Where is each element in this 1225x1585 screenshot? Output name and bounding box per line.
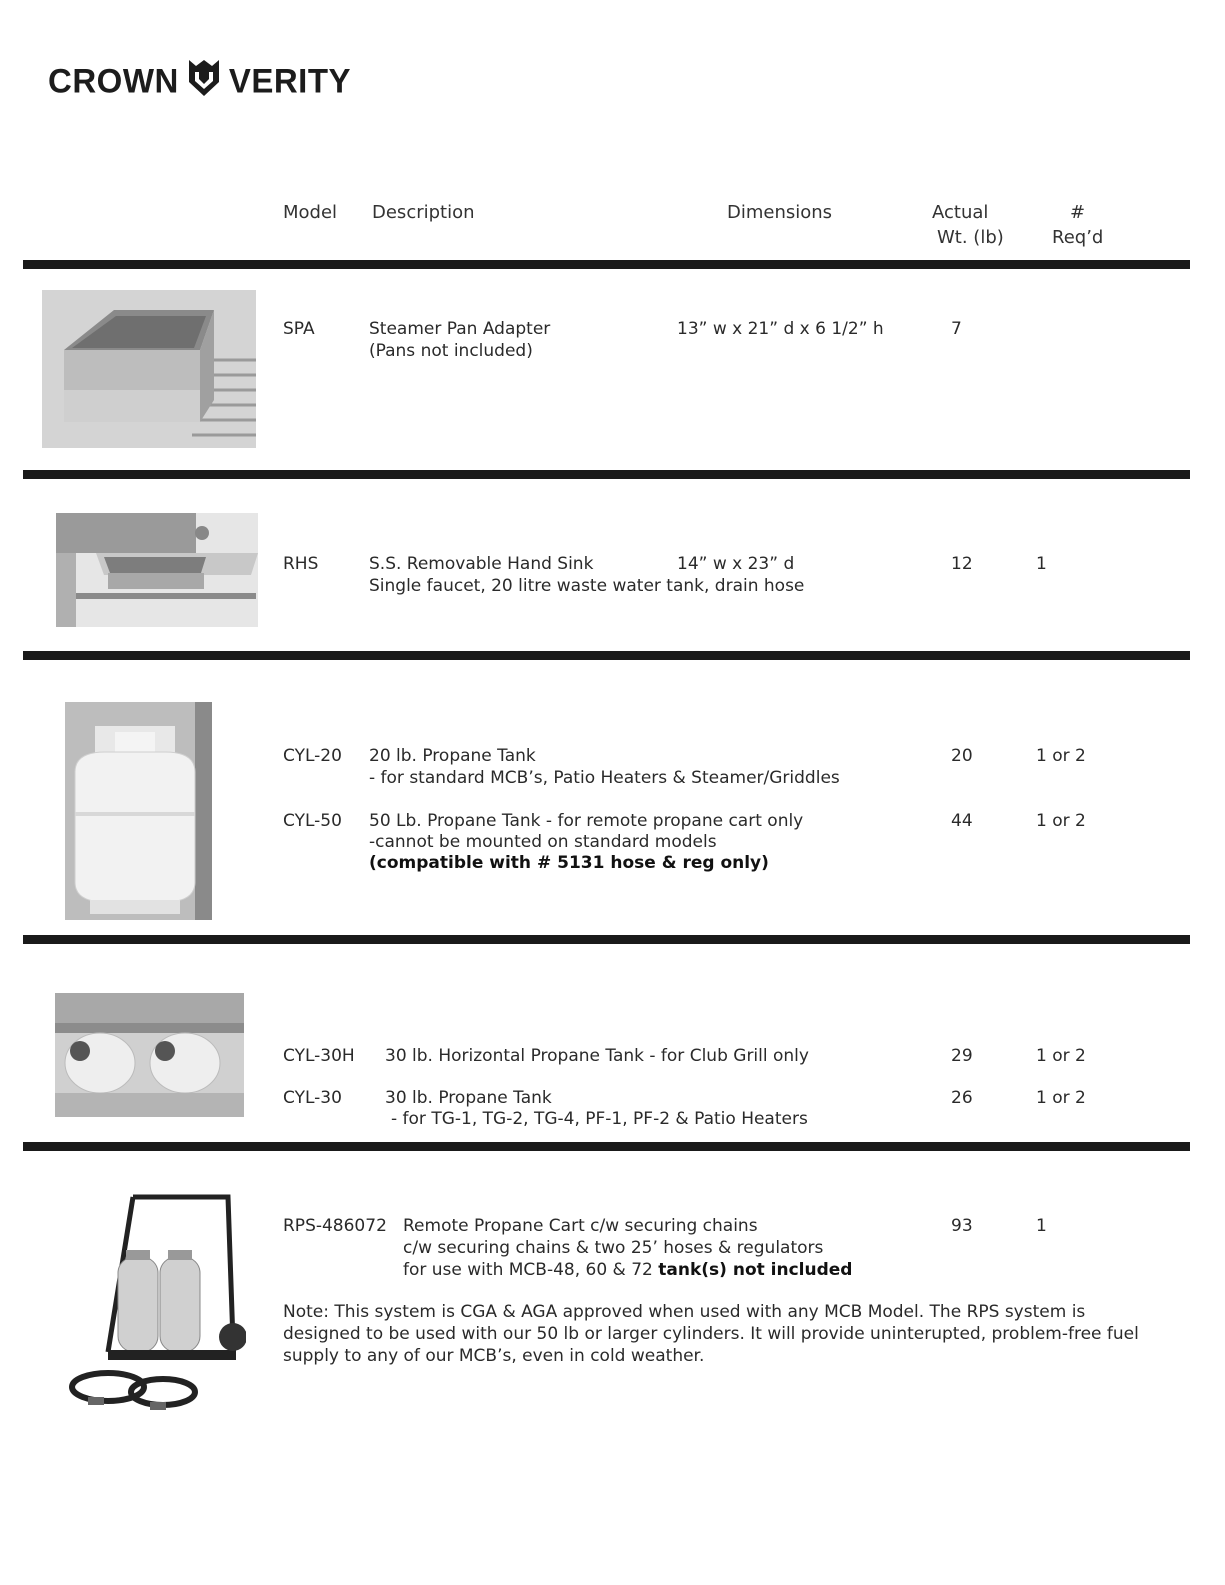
weight-cyl-30: 26 <box>951 1088 973 1108</box>
brand-name-left: CROWN <box>48 60 179 100</box>
divider <box>23 260 1190 269</box>
description-rhs-line2: Single faucet, 20 litre waste water tank, drain hose <box>369 576 805 596</box>
description-rps-line3-bold: tank(s) not included <box>658 1260 853 1280</box>
weight-rhs: 12 <box>951 554 973 574</box>
divider <box>23 651 1190 660</box>
column-header-model: Model <box>283 202 338 223</box>
required-rps: 1 <box>1036 1216 1047 1236</box>
required-cyl-30: 1 or 2 <box>1036 1088 1086 1108</box>
divider <box>23 935 1190 944</box>
description-cyl-20-line1: 20 lb. Propane Tank <box>369 746 536 766</box>
hand-sink-image <box>56 513 258 627</box>
weight-cyl-20: 20 <box>951 746 973 766</box>
required-cyl-30h: 1 or 2 <box>1036 1046 1086 1066</box>
divider <box>23 1142 1190 1151</box>
description-spa-line1: Steamer Pan Adapter <box>369 319 551 339</box>
brand-logo <box>48 58 351 103</box>
description-rps-line3 <box>403 1259 852 1281</box>
column-header-description: Description <box>372 202 475 223</box>
column-header-weight: Wt. (lb) <box>937 227 1004 248</box>
note-line2: designed to be used with our 50 lb or larger cylinders. It will provide uninterupted, problem-free fuel <box>283 1324 1139 1344</box>
horizontal-propane-tanks-image <box>55 993 244 1117</box>
column-header-number: # <box>1070 202 1086 223</box>
divider <box>23 470 1190 479</box>
steamer-pan-adapter-image <box>42 290 256 448</box>
model-spa: SPA <box>283 319 315 339</box>
weight-cyl-50: 44 <box>951 811 973 831</box>
description-rps-line3-text: for use with MCB-48, 60 & 72 <box>403 1260 653 1280</box>
remote-propane-cart-image <box>68 1192 246 1417</box>
description-cyl-50-line1: 50 Lb. Propane Tank - for remote propane cart only <box>369 811 804 831</box>
brand-name-right: VERITY <box>228 60 352 100</box>
model-cyl-20: CYL-20 <box>283 746 342 766</box>
description-rhs-line1: S.S. Removable Hand Sink <box>369 554 594 574</box>
description-cyl-30-line1: 30 lb. Propane Tank <box>385 1088 552 1108</box>
description-cyl-50-line2: -cannot be mounted on standard models <box>369 832 717 852</box>
description-cyl-30-line2: - for TG-1, TG-2, TG-4, PF-1, PF-2 & Patio Heaters <box>391 1109 808 1129</box>
weight-cyl-30h: 29 <box>951 1046 973 1066</box>
required-cyl-20: 1 or 2 <box>1036 746 1086 766</box>
model-cyl-50: CYL-50 <box>283 811 342 831</box>
model-rhs: RHS <box>283 554 319 574</box>
model-cyl-30: CYL-30 <box>283 1088 342 1108</box>
column-header-dimensions: Dimensions <box>727 202 833 223</box>
description-cyl-50-compatibility: (compatible with # 5131 hose & reg only) <box>369 853 769 873</box>
weight-spa: 7 <box>951 319 962 339</box>
crown-shield-icon <box>187 58 221 103</box>
dimensions-rhs: 14” w x 23” d <box>677 554 795 574</box>
weight-rps: 93 <box>951 1216 973 1236</box>
column-header-actual: Actual <box>932 202 989 223</box>
description-cyl-30h: 30 lb. Horizontal Propane Tank - for Club Grill only <box>385 1046 809 1066</box>
column-header-required: Req’d <box>1052 227 1104 248</box>
note-line1: Note: This system is CGA & AGA approved when used with any MCB Model. The RPS system is <box>283 1302 1086 1322</box>
description-cyl-20-line2: - for standard MCB’s, Patio Heaters & Steamer/Griddles <box>369 768 840 788</box>
propane-tank-image <box>65 702 212 920</box>
note-line3: supply to any of our MCB’s, even in cold weather. <box>283 1346 705 1366</box>
dimensions-spa: 13” w x 21” d x 6 1/2” h <box>677 319 884 339</box>
required-rhs: 1 <box>1036 554 1047 574</box>
required-cyl-50: 1 or 2 <box>1036 811 1086 831</box>
description-spa-line2: (Pans not included) <box>369 341 533 361</box>
model-cyl-30h: CYL-30H <box>283 1046 355 1066</box>
model-rps-486072: RPS-486072 <box>283 1216 387 1236</box>
description-rps-line1: Remote Propane Cart c/w securing chains <box>403 1216 758 1236</box>
description-rps-line2: c/w securing chains & two 25’ hoses & regulators <box>403 1238 824 1258</box>
